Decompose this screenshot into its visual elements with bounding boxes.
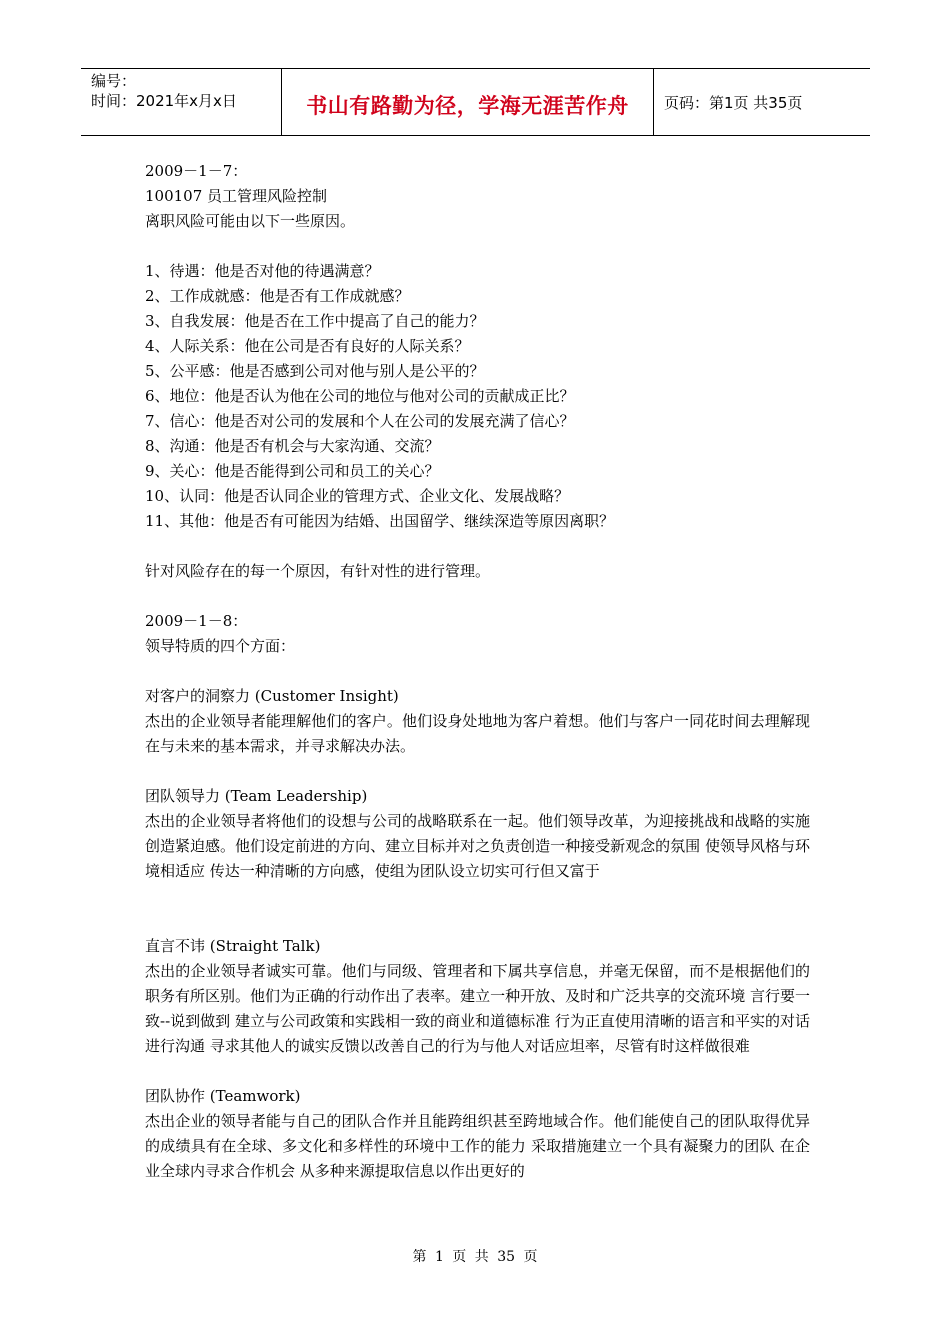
- list-item: 10、认同：他是否认同企业的管理方式、企业文化、发展战略？: [145, 487, 570, 505]
- section2-intro: 领导特质的四个方面：: [145, 637, 296, 655]
- header-motto-cell: [282, 69, 654, 135]
- trait-heading: 对客户的洞察力 (Customer Insight): [145, 687, 399, 705]
- document-body: [145, 159, 810, 1184]
- trait-heading: 团队协作 (Teamwork): [145, 1087, 301, 1105]
- trait-body: 杰出的企业领导者诚实可靠。他们与同级、管理者和下属共享信息，并毫无保留，而不是根据他们的职务有所区别。他们为正确的行动作出了表率。建立一种开放、及时和广泛共享的交流环境 言行要一致--说到做到 建立与公司政策和实践相一致的商业和道德标准 行为正直使用清晰的语言和平实的对话进行沟通 寻求其他人的诚实反馈以改善自己的行为与他人对话应坦率，尽管有时这样做很难: [145, 962, 810, 1055]
- section1-conclusion: 针对风险存在的每一个原因，有针对性的进行管理。: [145, 562, 491, 580]
- list-item: 7、信心：他是否对公司的发展和个人在公司的发展充满了信心？: [145, 412, 575, 430]
- header-meta: [81, 69, 282, 135]
- list-item: 9、关心：他是否能得到公司和员工的关心？: [145, 462, 440, 480]
- section1-date: 2009－1－7：: [145, 162, 248, 180]
- header-motto: 书山有路勤为径，学海无涯苦作舟: [306, 94, 629, 118]
- list-item: 1、待遇：他是否对他的待遇满意？: [145, 262, 380, 280]
- list-item: 5、公平感：他是否感到公司对他与别人是公平的？: [145, 362, 485, 380]
- section1-intro: 离职风险可能由以下一些原因。: [145, 212, 356, 230]
- list-item: 3、自我发展：他是否在工作中提高了自己的能力？: [145, 312, 485, 330]
- list-item: 4、人际关系：他在公司是否有良好的人际关系？: [145, 337, 470, 355]
- document-header: [81, 68, 870, 136]
- trait-body: 杰出的企业领导者能理解他们的客户。他们设身处地地为客户着想。他们与客户一同花时间去理解现在与未来的基本需求，并寻求解决办法。: [145, 712, 810, 755]
- list-item: 6、地位：他是否认为他在公司的地位与他对公司的贡献成正比？: [145, 387, 575, 405]
- trait-body: 杰出企业的领导者能与自己的团队合作并且能跨组织甚至跨地域合作。他们能使自己的团队取得优异的成绩具有在全球、多文化和多样性的环境中工作的能力 采取措施建立一个具有凝聚力的团队 在企业全球内寻求合作机会 从多种来源提取信息以作出更好的: [145, 1112, 810, 1180]
- page-footer: 第 1 页 共 35 页: [412, 1249, 538, 1265]
- trait-body: 杰出的企业领导者将他们的设想与公司的战略联系在一起。他们领导改革，为迎接挑战和战略的实施创造紧迫感。他们设定前进的方向、建立目标并对之负责创造一种接受新观念的氛围 使领导风格与环境相适应 传达一种清晰的方向感，使组为团队设立切实可行但又富于: [145, 812, 810, 880]
- section1-title: 100107 员工管理风险控制: [145, 187, 328, 205]
- section2-date: 2009－1－8：: [145, 612, 248, 630]
- trait-heading: 团队领导力 (Team Leadership): [145, 787, 368, 805]
- list-item: 2、工作成就感：他是否有工作成就感？: [145, 287, 410, 305]
- list-item: 11、其他：他是否有可能因为结婚、出国留学、继续深造等原因离职？: [145, 512, 615, 530]
- list-item: 8、沟通：他是否有机会与大家沟通、交流？: [145, 437, 440, 455]
- header-page-info-cell: [654, 69, 870, 135]
- number-label: 编号：: [91, 72, 137, 90]
- trait-heading: 直言不讳 (Straight Talk): [145, 937, 321, 955]
- time-label: 时间：2021年x月x日: [91, 92, 237, 110]
- header-page-info: 页码：第1页 共35页: [664, 93, 803, 112]
